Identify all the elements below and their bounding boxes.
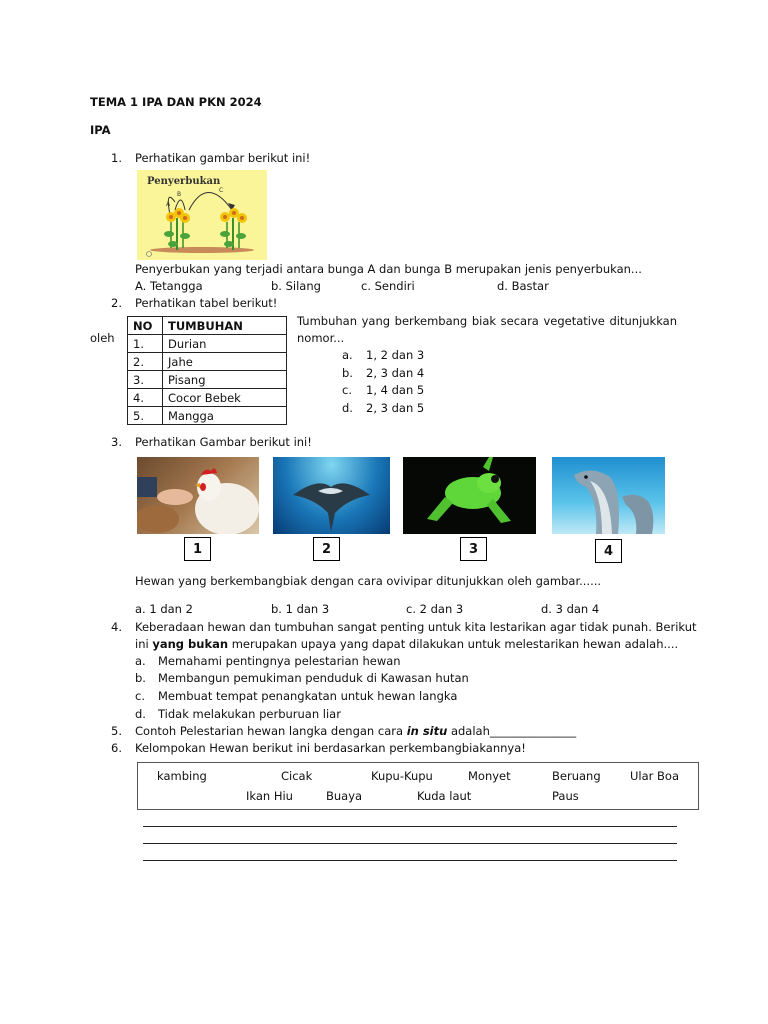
image-number-3: 3 [460,537,487,561]
emphasis-text: in situ [406,724,448,738]
question-number: 3. [111,435,122,449]
table-header-row [128,317,287,335]
question-prompt: Perhatikan tabel berikut! [135,296,278,310]
table-row [128,335,287,353]
label-c: C [219,187,224,194]
option-a: Memahami pentingnya pelestarian hewan [158,654,401,668]
plant-table [127,316,287,425]
option-a: A. Tetangga [135,279,203,293]
option-d: 2, 3 dan 5 [366,401,425,415]
pollination-diagram [137,170,267,260]
question-text: Tumbuhan yang berkembang biak secara vegetative ditunjukkan [297,314,677,328]
manta-ray-photo [273,457,390,534]
option-a-letter: a. [342,348,353,362]
row-number: 3. [128,371,163,389]
row-number: 4. [128,389,163,407]
question-prompt: Perhatikan Gambar berikut ini! [135,435,312,449]
option-d: d. 3 dan 4 [541,602,600,616]
question-number: 5. [111,724,122,738]
option-b-letter: b. [342,366,353,380]
row-plant: Pisang [163,371,287,389]
row-plant: Durian [163,335,287,353]
answer-blank: adalah_______________ [447,724,577,738]
option-b: b. Silang [271,279,321,293]
image-number-4: 4 [595,539,622,563]
question-number: 2. [111,296,122,310]
pollination-illustration [137,170,267,260]
image-number-1: 1 [184,537,211,561]
question-text-cont: nomor... [297,331,345,345]
chicken-photo [137,457,259,534]
question-text [135,724,576,738]
header-no: NO [128,317,163,335]
question-number: 4. [111,620,122,634]
animal-name: Monyet [468,769,511,783]
question-number: 1. [111,151,122,165]
animal-name: Ular Boa [630,769,680,783]
option-b-letter: b. [135,671,146,685]
label-b: B [177,191,182,198]
animal-name: Buaya [326,789,363,803]
row-plant: Mangga [163,407,287,425]
continuation-word: oleh [90,331,115,345]
table-row [128,371,287,389]
copyright-icon [147,252,152,257]
row-plant: Jahe [163,353,287,371]
option-d: d. Bastar [497,279,549,293]
dolphin-photo [552,457,665,534]
frog-photo [403,457,536,534]
flower-plant-right [220,208,247,250]
question-prompt: Perhatikan gambar berikut ini! [135,151,311,165]
option-c: 1, 4 dan 5 [366,383,425,397]
document-title: TEMA 1 IPA DAN PKN 2024 [90,95,262,109]
answer-line [143,826,677,827]
option-d-letter: d. [342,401,353,415]
option-a: 1, 2 dan 3 [366,348,425,362]
question-text-cont [135,637,678,651]
option-b: b. 1 dan 3 [271,602,330,616]
table-row [128,353,287,371]
option-a-letter: a. [135,654,146,668]
option-a: a. 1 dan 2 [135,602,193,616]
text-segment: Contoh Pelestarian hewan langka dengan cara [135,724,407,738]
animal-name: Kupu-Kupu [371,769,433,783]
label-a: A [166,201,171,208]
image-number-2: 2 [313,537,340,561]
option-b: Membangun pemukiman penduduk di Kawasan hutan [158,671,469,685]
row-number: 5. [128,407,163,425]
option-c: c. Sendiri [361,279,415,293]
question-text: Penyerbukan yang terjadi antara bunga A dan bunga B merupakan jenis penyerbukan... [135,262,642,276]
text-segment: merupakan upaya yang dapat dilakukan untuk melestarikan hewan adalah.... [228,637,679,651]
answer-line [143,860,677,861]
row-number: 2. [128,353,163,371]
arrow-arc-c [189,193,232,211]
emphasis-text: yang bukan [152,637,229,651]
animal-name: Kuda laut [417,789,472,803]
answer-line [143,843,677,844]
option-d-letter: d. [135,707,146,721]
header-plant: TUMBUHAN [163,317,287,335]
option-c: c. 2 dan 3 [406,602,464,616]
option-c-letter: c. [135,689,145,703]
option-c: Membuat tempat penangkatan untuk hewan langka [158,689,458,703]
illustration-title: Penyerbukan [147,176,221,187]
animal-name: Beruang [552,769,601,783]
text-segment: ini [135,637,153,651]
question-text: Hewan yang berkembangbiak dengan cara ovivipar ditunjukkan oleh gambar...... [135,574,602,588]
question-text: Keberadaan hewan dan tumbuhan sangat penting untuk kita lestarikan agar tidak punah. Berikut [135,620,697,634]
animal-name: Ikan Hiu [246,789,293,803]
animal-name: kambing [157,769,207,783]
row-plant: Cocor Bebek [163,389,287,407]
flower-plant-left [164,208,190,250]
section-heading: IPA [90,123,111,137]
table-row [128,389,287,407]
animal-name: Paus [552,789,579,803]
option-d: Tidak melakukan perburuan liar [158,707,341,721]
option-b: 2, 3 dan 4 [366,366,425,380]
row-number: 1. [128,335,163,353]
option-c-letter: c. [342,383,352,397]
question-prompt: Kelompokan Hewan berikut ini berdasarkan perkembangbiakannya! [135,741,526,755]
animal-name: Cicak [281,769,313,783]
table-row [128,407,287,425]
question-number: 6. [111,741,122,755]
